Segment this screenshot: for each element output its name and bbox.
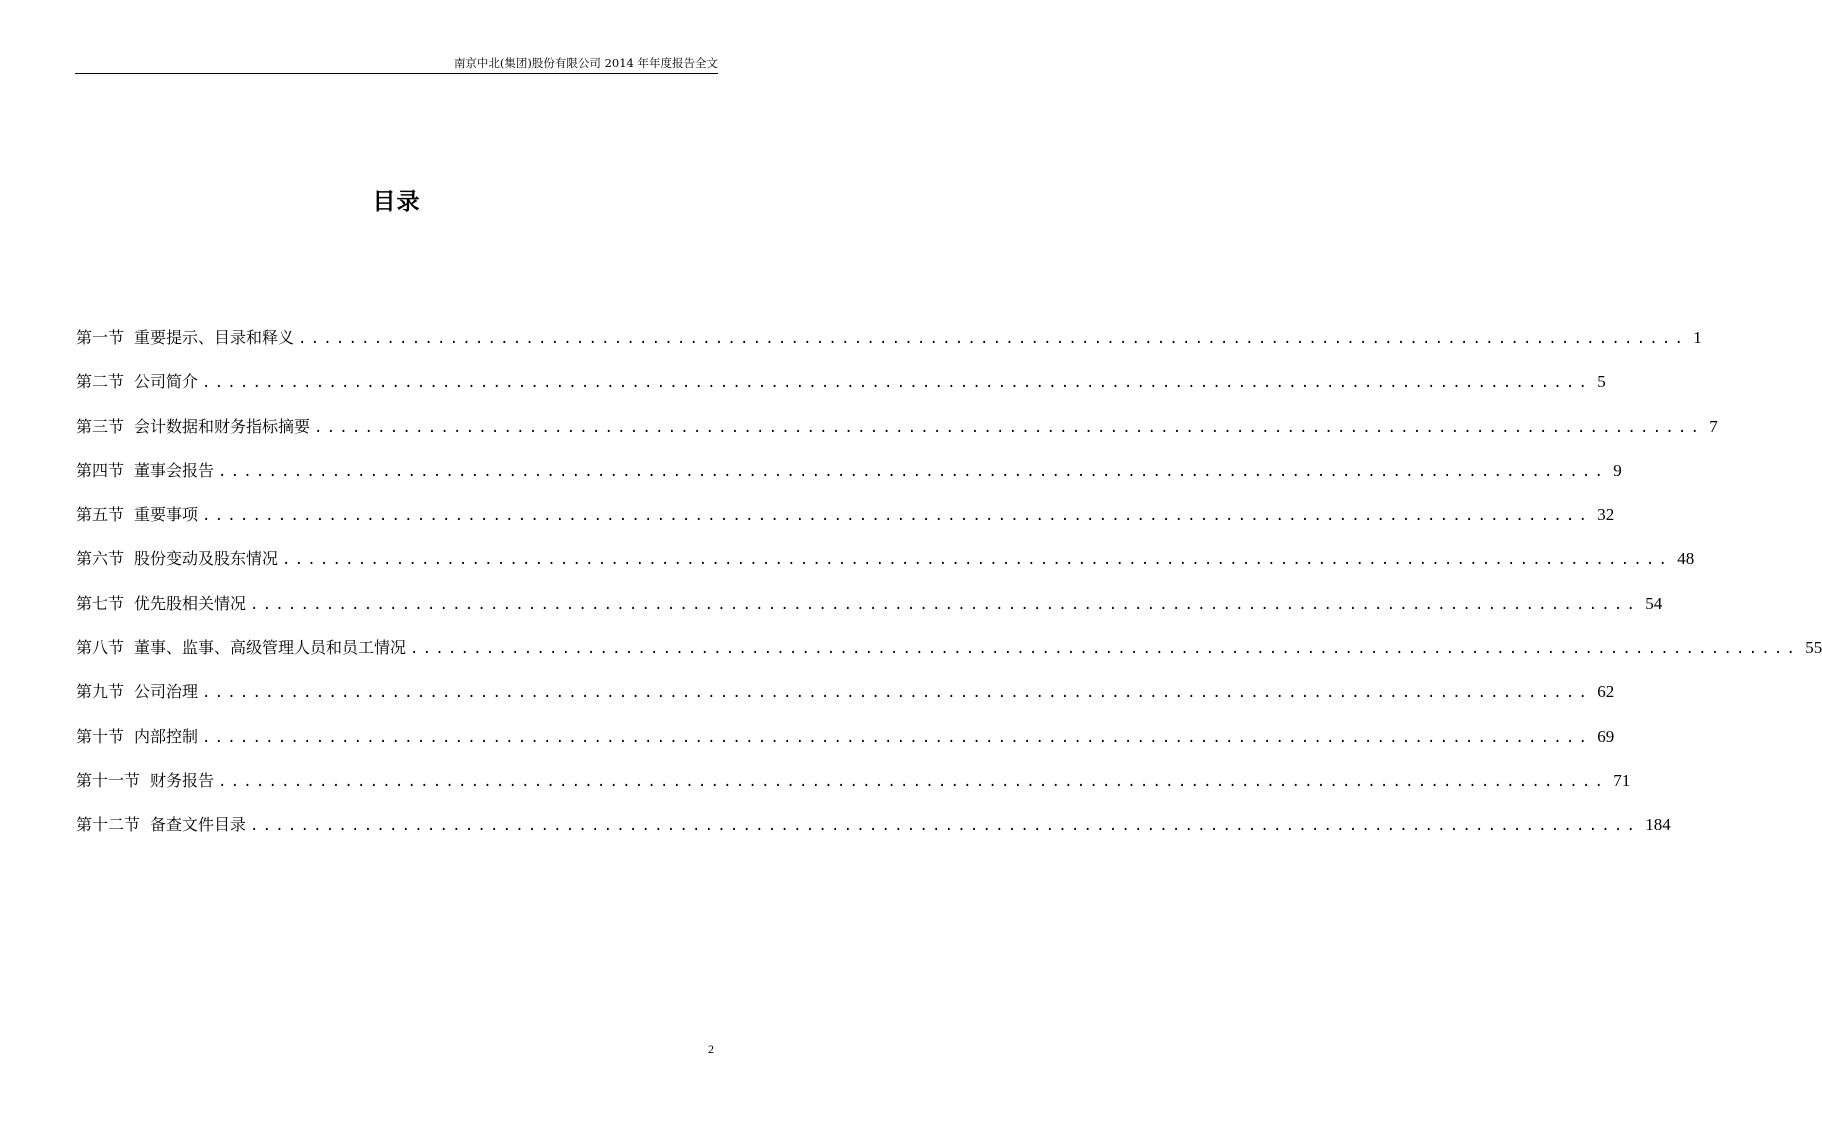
toc-section-number: 第八节 (76, 638, 125, 658)
toc-section-title: 优先股相关情况 (134, 593, 247, 613)
page-title: 目录 (372, 189, 421, 215)
toc-leader-dots: .............................................................................................................. (202, 375, 1592, 392)
toc-section-title: 备查文件目录 (150, 815, 247, 835)
toc-entry[interactable] (76, 726, 1615, 770)
toc-entry[interactable] (76, 504, 1615, 548)
toc-section-number: 第三节 (76, 416, 125, 436)
toc-entry[interactable] (76, 593, 1663, 637)
toc-entry[interactable] (76, 416, 1718, 460)
toc-leader-dots: .............................................................................................................. (218, 773, 1608, 790)
toc-section-title: 董事会报告 (134, 460, 215, 480)
page-header (75, 50, 718, 74)
toc-page-number: 54 (1645, 593, 1663, 613)
toc-section-title: 股份变动及股东情况 (134, 549, 279, 569)
toc-page-number: 62 (1597, 682, 1615, 702)
toc-entry[interactable] (76, 548, 1695, 592)
toc-leader-dots: .............................................................................................................. (218, 463, 1608, 480)
toc-section-title: 公司治理 (134, 682, 199, 702)
toc-entry[interactable] (76, 327, 1702, 371)
toc-entry[interactable] (76, 770, 1631, 814)
toc-page-number: 1 (1693, 328, 1702, 347)
toc-page-number: 55 (1805, 638, 1822, 658)
toc-page-number: 7 (1709, 416, 1718, 436)
toc-page-number: 184 (1645, 815, 1671, 835)
toc-leader-dots: .............................................................................................................. (298, 331, 1688, 347)
toc-leader-dots: .............................................................................................................. (250, 596, 1640, 613)
toc-section-title: 董事、监事、高级管理人员和员工情况 (134, 638, 407, 658)
toc-section-number: 第七节 (76, 593, 125, 613)
toc-page-number: 5 (1597, 372, 1606, 392)
toc-page-number: 32 (1597, 505, 1615, 525)
header-title: 南京中北(集团)股份有限公司 2014 年年度报告全文 (453, 56, 718, 70)
toc-section-title: 财务报告 (150, 770, 215, 790)
toc-section-number: 第十节 (76, 726, 125, 746)
toc-section-number: 第五节 (76, 505, 125, 525)
toc-leader-dots: .............................................................................................................. (282, 552, 1672, 569)
toc-section-number: 第九节 (76, 682, 125, 702)
toc-leader-dots: .............................................................................................................. (202, 729, 1592, 746)
footer-page-number: 2 (708, 1042, 714, 1056)
toc-leader-dots: .............................................................................................................. (410, 641, 1800, 658)
toc-leader-dots: .............................................................................................................. (250, 818, 1640, 835)
toc-section-number: 第四节 (76, 460, 125, 480)
toc-leader-dots: .............................................................................................................. (202, 685, 1592, 702)
toc-section-title: 重要事项 (134, 505, 199, 525)
toc-entry[interactable] (76, 460, 1622, 504)
toc-page-number: 71 (1613, 770, 1631, 790)
toc-page-number: 9 (1613, 460, 1622, 480)
toc-page-number: 48 (1677, 549, 1695, 569)
toc-section-title: 公司简介 (134, 372, 199, 392)
toc-entry[interactable] (76, 371, 1606, 415)
toc-section-title: 会计数据和财务指标摘要 (134, 416, 311, 436)
toc-entry[interactable] (76, 681, 1615, 725)
toc-leader-dots: .............................................................................................................. (202, 508, 1592, 525)
toc-entry[interactable] (76, 814, 1671, 858)
toc-section-number: 第二节 (76, 372, 125, 392)
toc-section-title: 重要提示、目录和释义 (134, 328, 295, 347)
toc-section-number: 第六节 (76, 549, 125, 569)
toc-section-number: 第一节 (76, 328, 125, 347)
toc-page-number: 69 (1597, 726, 1615, 746)
toc-entry[interactable] (76, 637, 1822, 681)
toc-section-number: 第十一节 (76, 770, 141, 790)
table-of-contents (76, 327, 1822, 859)
toc-section-title: 内部控制 (134, 726, 199, 746)
toc-section-number: 第十二节 (76, 815, 141, 835)
toc-leader-dots: .............................................................................................................. (314, 419, 1704, 436)
